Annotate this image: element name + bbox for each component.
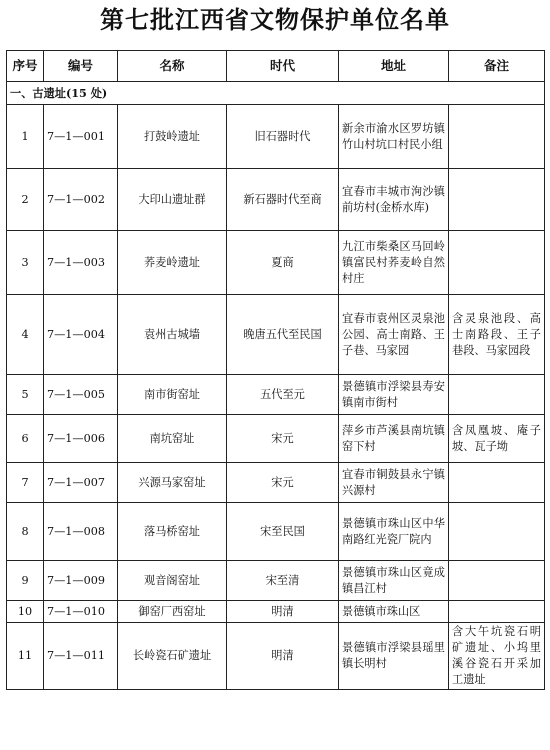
cell-no: 5 [7,375,44,415]
cell-code: 7—1—009 [44,561,118,601]
cell-era: 夏商 [227,231,339,295]
document-title: 第七批江西省文物保护单位名单 [100,5,450,34]
table-row [7,169,545,231]
cell-name: 大印山遗址群 [118,169,227,231]
section-heading: 一、古遗址(15 处) [7,82,545,105]
cell-era: 明清 [227,623,339,690]
cell-address: 景德镇市浮梁县瑶里镇长明村 [339,623,449,690]
cell-name: 长岭瓷石矿遗址 [118,623,227,690]
cell-no: 1 [7,105,44,169]
cell-code: 7—1—010 [44,601,118,623]
table-row [7,375,545,415]
cell-note [449,601,545,623]
cell-code: 7—1—008 [44,503,118,561]
cell-no: 7 [7,463,44,503]
cell-name: 南坑窑址 [118,415,227,463]
cell-no: 11 [7,623,44,690]
cell-name: 落马桥窑址 [118,503,227,561]
cell-name: 荞麦岭遗址 [118,231,227,295]
header-no: 序号 [7,51,44,82]
cell-code: 7—1—003 [44,231,118,295]
cell-no: 4 [7,295,44,375]
cell-era: 宋至清 [227,561,339,601]
header-address: 地址 [339,51,449,82]
cell-note: 含凤凰坡、庵子坡、瓦子坳 [449,415,545,463]
table-row [7,463,545,503]
cell-code: 7—1—004 [44,295,118,375]
cell-address: 景德镇市浮梁县寿安镇南市街村 [339,375,449,415]
table-row [7,415,545,463]
cell-note [449,463,545,503]
cell-name: 兴源马家窑址 [118,463,227,503]
cell-era: 明清 [227,601,339,623]
cell-note [449,561,545,601]
cell-no: 3 [7,231,44,295]
header-name: 名称 [118,51,227,82]
table-header-row [7,51,545,82]
cell-address: 萍乡市芦溪县南坑镇窑下村 [339,415,449,463]
heritage-list-table [6,50,545,690]
cell-no: 10 [7,601,44,623]
cell-note [449,169,545,231]
cell-address: 宜春市袁州区灵泉池公园、高士南路、王子巷、马家园 [339,295,449,375]
cell-era: 宋元 [227,463,339,503]
cell-era: 五代至元 [227,375,339,415]
cell-era: 新石器时代至商 [227,169,339,231]
section-row [7,82,545,105]
cell-note [449,503,545,561]
cell-code: 7—1—001 [44,105,118,169]
cell-code: 7—1—011 [44,623,118,690]
cell-name: 袁州古城墙 [118,295,227,375]
table-row [7,105,545,169]
cell-no: 8 [7,503,44,561]
cell-code: 7—1—005 [44,375,118,415]
table-row [7,231,545,295]
cell-name: 南市街窑址 [118,375,227,415]
cell-name: 御窑厂西窑址 [118,601,227,623]
cell-no: 9 [7,561,44,601]
cell-no: 6 [7,415,44,463]
cell-note: 含大午坑瓷石明矿遗址、小坞里溪谷瓷石开采加工遗址 [449,623,545,690]
cell-note [449,375,545,415]
cell-code: 7—1—007 [44,463,118,503]
cell-code: 7—1—002 [44,169,118,231]
table-row [7,503,545,561]
table-row [7,601,545,623]
header-era: 时代 [227,51,339,82]
cell-era: 宋元 [227,415,339,463]
table-row [7,623,545,690]
table-row [7,295,545,375]
cell-address: 新余市渝水区罗坊镇竹山村坑口村民小组 [339,105,449,169]
cell-era: 晚唐五代至民国 [227,295,339,375]
cell-address: 景德镇市珠山区 [339,601,449,623]
table-row [7,561,545,601]
cell-address: 九江市柴桑区马回岭镇富民村荞麦岭自然村庄 [339,231,449,295]
cell-address: 景德镇市珠山区中华南路红光瓷厂院内 [339,503,449,561]
cell-note [449,105,545,169]
cell-note [449,231,545,295]
header-note: 备注 [449,51,545,82]
cell-name: 打鼓岭遗址 [118,105,227,169]
cell-address: 景德镇市珠山区竟成镇昌江村 [339,561,449,601]
cell-era: 宋至民国 [227,503,339,561]
cell-address: 宜春市丰城市洵沙镇前坊村(金桥水库) [339,169,449,231]
cell-code: 7—1—006 [44,415,118,463]
cell-address: 宜春市铜鼓县永宁镇兴源村 [339,463,449,503]
cell-no: 2 [7,169,44,231]
cell-era: 旧石器时代 [227,105,339,169]
header-code: 编号 [44,51,118,82]
cell-name: 观音阁窑址 [118,561,227,601]
cell-note: 含灵泉池段、高士南路段、王子巷段、马家园段 [449,295,545,375]
